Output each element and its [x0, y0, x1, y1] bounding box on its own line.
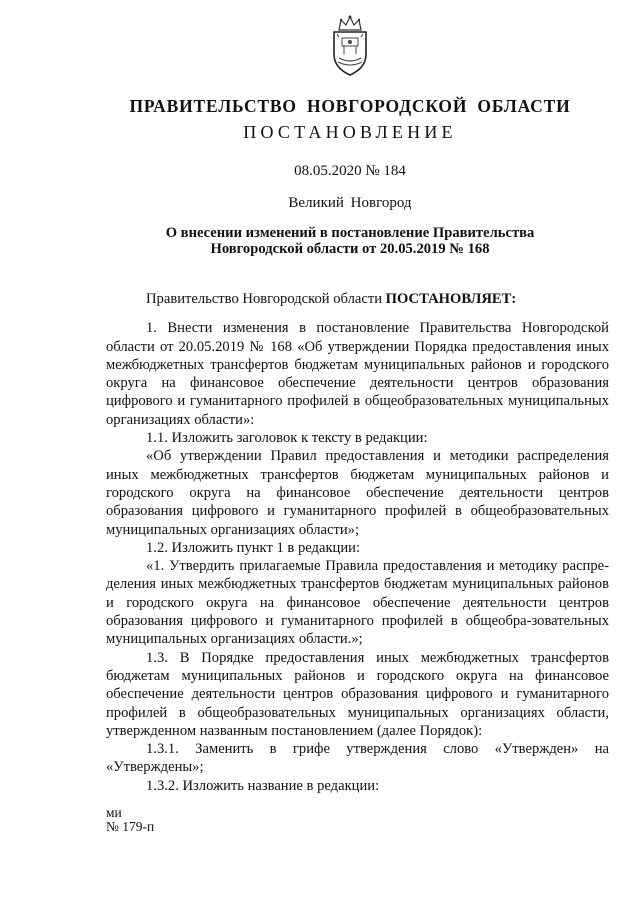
document-body — [106, 290, 609, 795]
government-name: ПРАВИТЕЛЬСТВО НОВГОРОДСКОЙ ОБЛАСТИ — [129, 96, 571, 116]
paragraph-1-2-text: «1. Утвердить прилагаемые Правила предоставления и методику распре-деления иных межбюджетных трансфертов бюджетам муниципальных районов и городского округа на финансовое обеспечение деятельности центров образования цифрового и гуманитарного профилей в общеобра-зовательных муниципальных организациях области.»; — [106, 558, 609, 648]
paragraph-1: 1. Внести изменения в постановление Правительства Новгородской области от 20.05.2019 № 168 «Об утверждении Порядка предоставления иных межбюджетных трансфертов бюджетам муниципальных районов и городского округа на финансовое обеспечение деятельности центров образования цифрового и гуманитарного профилей в общеобразовательных муниципальных организациях области»: — [106, 320, 609, 428]
coat-of-arms-icon — [325, 14, 375, 78]
document-type: ПОСТАНОВЛЕНИЕ — [243, 122, 457, 142]
document-title-line-2: Новгородской области от 20.05.2019 № 168 — [210, 241, 490, 257]
paragraph-1-3-1: 1.3.1. Заменить в грифе утверждения слово «Утвержден» на «Утверждены»; — [106, 741, 609, 776]
document-title-line-1: О внесении изменений в постановление Правительства — [165, 225, 535, 241]
intro-paragraph — [106, 290, 609, 308]
paragraph-1-2: 1.2. Изложить пункт 1 в редакции: — [146, 539, 361, 556]
intro-resolves: ПОСТАНОВЛЯЕТ: — [385, 291, 517, 307]
intro-prefix: Правительство Новгородской области — [146, 291, 386, 307]
paragraph-1-3: 1.3. В Порядке предоставления иных межбюджетных трансфертов бюджетам муниципальных районов и городского округа на финансовое обеспечение деятельности центров образования цифрового и гуманитарного профилей в общеобразовательных муниципальных организациях области, утвержденном названным постановлением (далее Порядок): — [106, 649, 609, 739]
paragraph-1-1: 1.1. Изложить заголовок к тексту в редакции: — [146, 430, 428, 447]
paragraph-1-3-2: 1.3.2. Изложить название в редакции: — [146, 777, 380, 794]
document-date-number: 08.05.2020 № 184 — [294, 163, 406, 179]
document-city: Великий Новгород — [288, 195, 412, 211]
footer-number: № 179-п — [106, 819, 155, 834]
paragraph-1-1-text: «Об утверждении Правил предоставления и методики распределения иных межбюджетных трансфертов бюджетам муниципальных районов и городского округа на финансовое обеспечение деятельности центров образования цифрового и гуманитарного профилей в общеобразовательных муниципальных организациях области»; — [106, 448, 609, 538]
footer-initials: ми — [106, 805, 122, 820]
document-title — [0, 225, 640, 257]
footer-note — [106, 806, 154, 834]
